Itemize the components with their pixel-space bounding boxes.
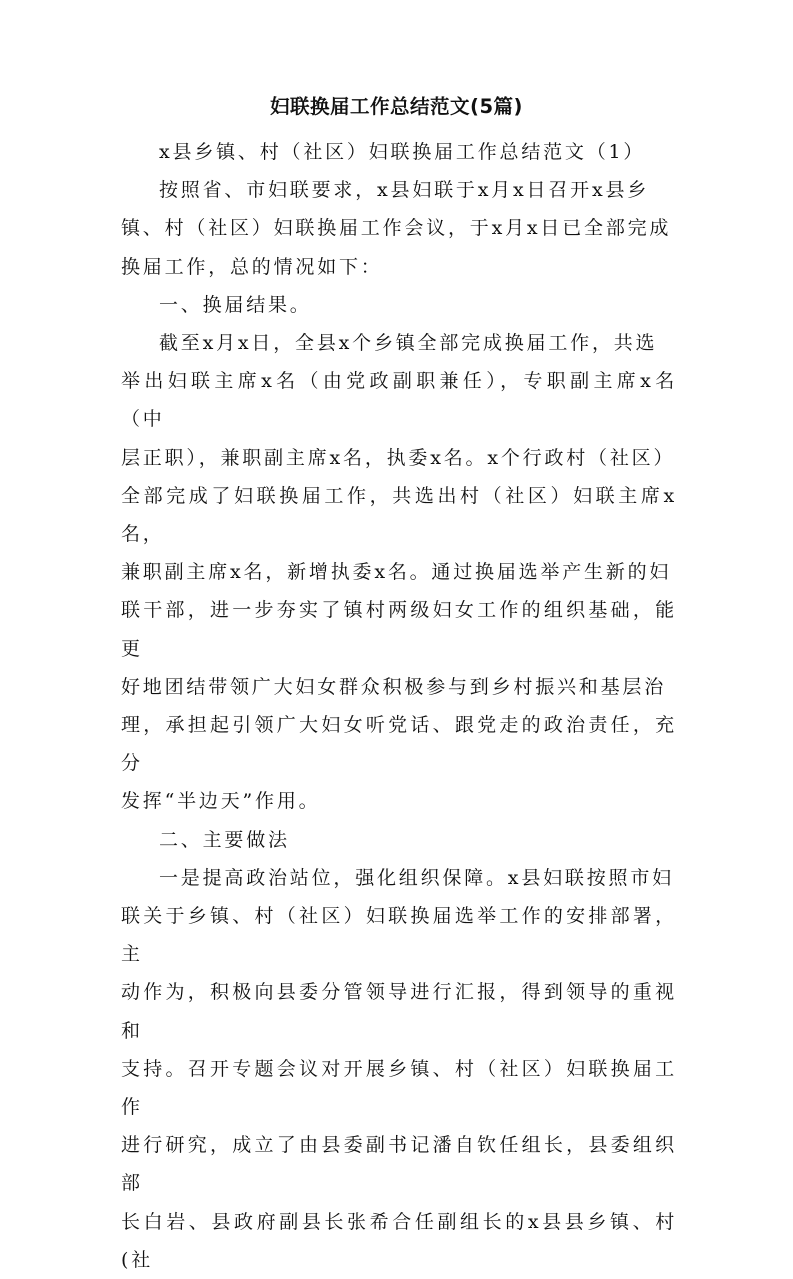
document-body	[121, 133, 677, 1279]
text-line: 联干部，进一步夯实了镇村两级妇女工作的组织基础，能更	[121, 599, 677, 660]
section-heading-article-1	[121, 133, 677, 171]
text-line: 动作为，积极向县委分管领导进行汇报，得到领导的重视和	[121, 981, 677, 1042]
paragraph-methods	[121, 859, 677, 1279]
text-line: 理，承担起引领广大妇女听党话、跟党走的政治责任，充分	[121, 714, 677, 775]
text-line: 举出妇联主席x名（由党政副职兼任），专职副主席x名（中	[121, 370, 677, 431]
text-line: 镇、村（社区）妇联换届工作会议，于x月x日已全部完成	[121, 217, 672, 240]
text-line: 支持。召开专题会议对开展乡镇、村（社区）妇联换届工作	[121, 1057, 677, 1119]
paragraph-results	[121, 324, 677, 821]
section-heading-results	[121, 286, 677, 324]
text-line: 按照省、市妇联要求，x县妇联于x月x日召开x县乡	[159, 179, 650, 202]
paragraph-intro	[121, 171, 677, 286]
text-line: 发挥“半边天”作用。	[121, 790, 321, 813]
text-line: 进行研究，成立了由县委副书记潘自钦任组长，县委组织部	[121, 1134, 677, 1195]
section-heading-methods	[121, 821, 677, 859]
text-line: 联关于乡镇、村（社区）妇联换届选举工作的安排部署，主	[121, 905, 677, 966]
text-line: 兼职副主席x名，新增执委x名。通过换届选举产生新的妇	[121, 561, 672, 584]
text-line: 好地团结带领广大妇女群众积极参与到乡村振兴和基层治	[121, 675, 667, 698]
text-line: 截至x月x日，全县x个乡镇全部完成换届工作，共选	[159, 332, 658, 355]
text-line: 一、换届结果。	[159, 293, 312, 316]
text-line: x县乡镇、村（社区）妇联换届工作总结范文（1）	[159, 141, 646, 163]
text-line: 层正职），兼职副主席x名，执委x名。x个行政村（社区）	[121, 446, 676, 469]
text-line: 长白岩、县政府副县长张希合任副组长的x县县乡镇、村(社	[121, 1210, 677, 1271]
text-line: 一是提高政治站位，强化组织保障。x县妇联按照市妇	[159, 866, 674, 889]
text-line: 全部完成了妇联换届工作，共选出村（社区）妇联主席x名，	[121, 484, 677, 546]
document-title: 妇联换届工作总结范文(5篇)	[270, 95, 523, 118]
text-line: 换届工作，总的情况如下：	[121, 255, 383, 278]
text-line: 二、主要做法	[159, 828, 290, 851]
